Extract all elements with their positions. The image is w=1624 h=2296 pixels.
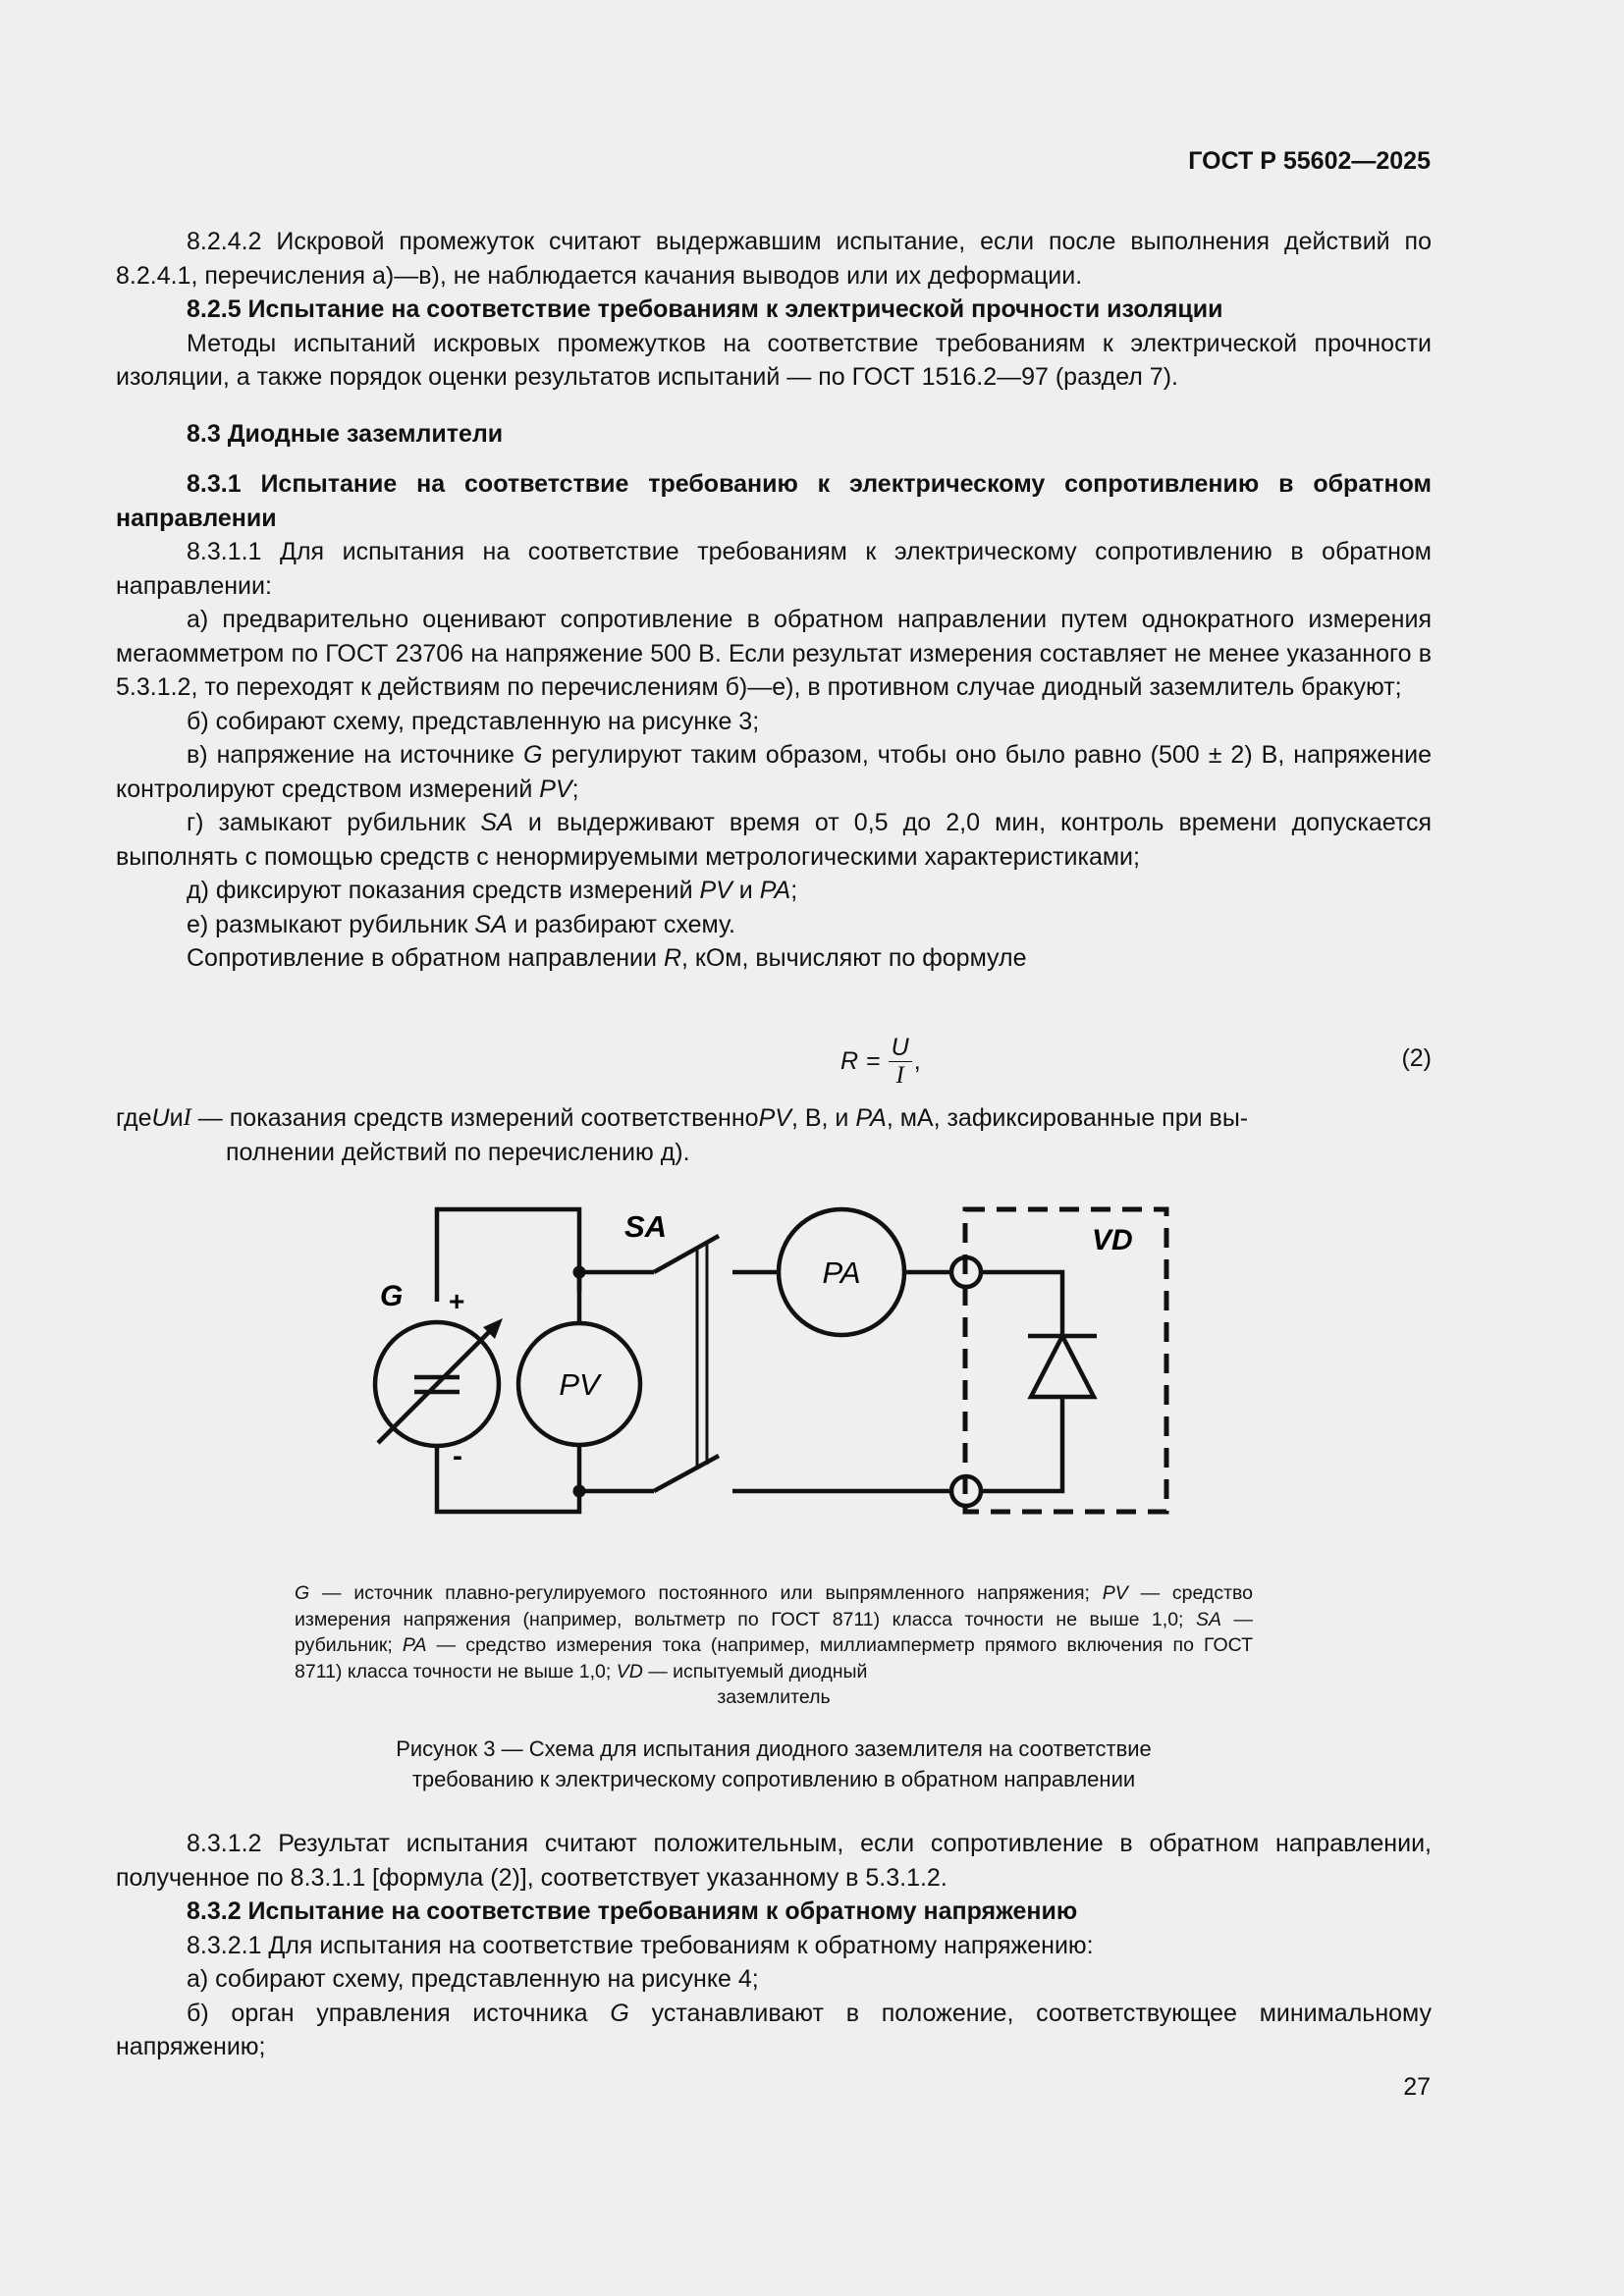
- formula-number: (2): [1401, 1044, 1432, 1072]
- explanation-line-2: полнении действий по перечислению д).: [226, 1138, 690, 1166]
- formula-2: [116, 1025, 1432, 1090]
- para-8-3-2-1: 8.3.2.1 Для испытания на соответствие требованиям к обратному напряжению:: [187, 1931, 1094, 1959]
- legend-last-line: заземлитель: [717, 1686, 831, 1708]
- switch-frame: [697, 1243, 707, 1469]
- label-g: G: [380, 1280, 404, 1312]
- formula-expression: [840, 1035, 921, 1089]
- wire-diode-bottom-to-terminal: [972, 1397, 1062, 1491]
- label-sa: SA: [624, 1209, 668, 1244]
- list-item-b: б) собирают схему, представленную на рисунке 3;: [187, 707, 760, 735]
- wire-terminal-to-diode-top: [972, 1272, 1062, 1336]
- diode-vd: [1028, 1336, 1097, 1397]
- text-block-8-3: [116, 417, 1432, 452]
- standard-header: ГОСТ Р 55602—2025: [1188, 147, 1431, 175]
- heading-8-3-1: 8.3.1 Испытание на соответствие требованию к электрическому сопротивлению в обратном направлении: [116, 470, 1432, 532]
- formula-intro: Сопротивление в обратном направлении R, кОм, вычисляют по формуле: [187, 944, 1027, 972]
- heading-8-3-2: 8.3.2 Испытание на соответствие требованиям к обратному напряжению: [187, 1897, 1078, 1925]
- node-top: [573, 1266, 586, 1279]
- list-item-g: г) замыкают рубильник SA и выдерживают время от 0,5 до 2,0 мин, контроль времени допускается выполнять с помощью средств с ненормируемыми метрологическими характеристиками;: [116, 809, 1432, 871]
- formula-numerator: U: [889, 1035, 912, 1062]
- vd-enclosure: [965, 1209, 1166, 1512]
- heading-8-2-5: 8.2.5 Испытание на соответствие требованиям к электрической прочности изоляции: [187, 295, 1223, 323]
- label-pa: PA: [822, 1255, 861, 1290]
- formula-denominator: I: [895, 1062, 904, 1089]
- text-block-bottom: [116, 1827, 1432, 2064]
- label-plus: +: [449, 1286, 465, 1316]
- label-minus: -: [453, 1440, 462, 1472]
- formula-explanation: [116, 1101, 1432, 1169]
- list-item-a: а) предварительно оценивают сопротивление в обратном направлении путем однократного измерения мегаомметром по ГОСТ 23706 на напряжение 500 В. Если результат измерения составляет не менее указанного в 5.3.1.2, то переходят к действиям по перечислениям б)—е), в противном случае диодный заземлитель бракуют;: [116, 606, 1432, 701]
- list-item-d: д) фиксируют показания средств измерений PV и PA;: [187, 877, 798, 904]
- label-vd: VD: [1092, 1224, 1133, 1256]
- formula-comma: ,: [913, 1047, 921, 1075]
- para-8-3-1-2: 8.3.1.2 Результат испытания считают положительным, если сопротивление в обратном направлении, полученное по 8.3.1.1 [формула (2)], соответствует указанному в 5.3.1.2.: [116, 1830, 1432, 1892]
- heading-8-3: 8.3 Диодные заземлители: [187, 420, 504, 448]
- list-item-e: е) размыкают рубильник SA и разбирают схему.: [187, 910, 735, 938]
- formula-fraction: [889, 1035, 912, 1089]
- label-pv: PV: [559, 1367, 600, 1402]
- list-item-v: в) напряжение на источнике G регулируют таким образом, чтобы оно было равно (500 ± 2) В, напряжение контролируют средством измерений PV;: [116, 741, 1433, 803]
- formula-equals: =: [866, 1047, 881, 1075]
- list2-item-a: а) собирают схему, представленную на рисунке 4;: [187, 1965, 759, 1993]
- page-number: 27: [1403, 2073, 1431, 2101]
- para-8-2-4-2: 8.2.4.2 Искровой промежуток считают выдержавшим испытание, если после выполнения действий по 8.2.4.1, перечисления а)—в), не наблюдается качания выводов или их деформации.: [116, 228, 1432, 290]
- text-block-8-3-1: [116, 467, 1432, 976]
- para-8-2-5: Методы испытаний искровых промежутков на соответствие требованиям к электрической прочности изоляции, а также порядок оценки результатов испытаний — по ГОСТ 1516.2—97 (раздел 7).: [116, 329, 1432, 391]
- formula-lhs: R: [840, 1047, 859, 1075]
- explanation-line-1: где U и I — показания средств измерений соответственно PV , В, и PA , мА, зафиксированные при вы-: [116, 1104, 1249, 1132]
- node-bottom: [573, 1485, 586, 1498]
- caption-line-1: Рисунок 3 — Схема для испытания диодного заземлителя на соответствие: [396, 1736, 1152, 1761]
- list2-item-b: б) орган управления источника G устанавливают в положение, соответствующее минимальному напряжению;: [116, 1999, 1433, 2060]
- figure-caption: [295, 1734, 1253, 1794]
- figure-legend: [295, 1580, 1253, 1711]
- para-8-3-1-1: 8.3.1.1 Для испытания на соответствие требованиям к электрическому сопротивлению в обратном направлении:: [116, 538, 1432, 600]
- circuit-diagram: [363, 1193, 1188, 1566]
- caption-line-2: требованию к электрическому сопротивлению в обратном направлении: [411, 1767, 1136, 1791]
- switch-blade-bottom: [654, 1456, 719, 1491]
- legend-text: G — источник плавно-регулируемого постоянного или выпрямленного напряжения; PV — средство измерения напряжения (например, вольтметр по ГОСТ 8711) класса точности не выше 1,0; SA — рубильник; PA — средство измерения тока (например, миллиамперметр прямого включения по ГОСТ 8711) класса точности не выше 1,0; VD — испытуемый диодный: [295, 1582, 1254, 1682]
- text-block-top: [116, 225, 1432, 395]
